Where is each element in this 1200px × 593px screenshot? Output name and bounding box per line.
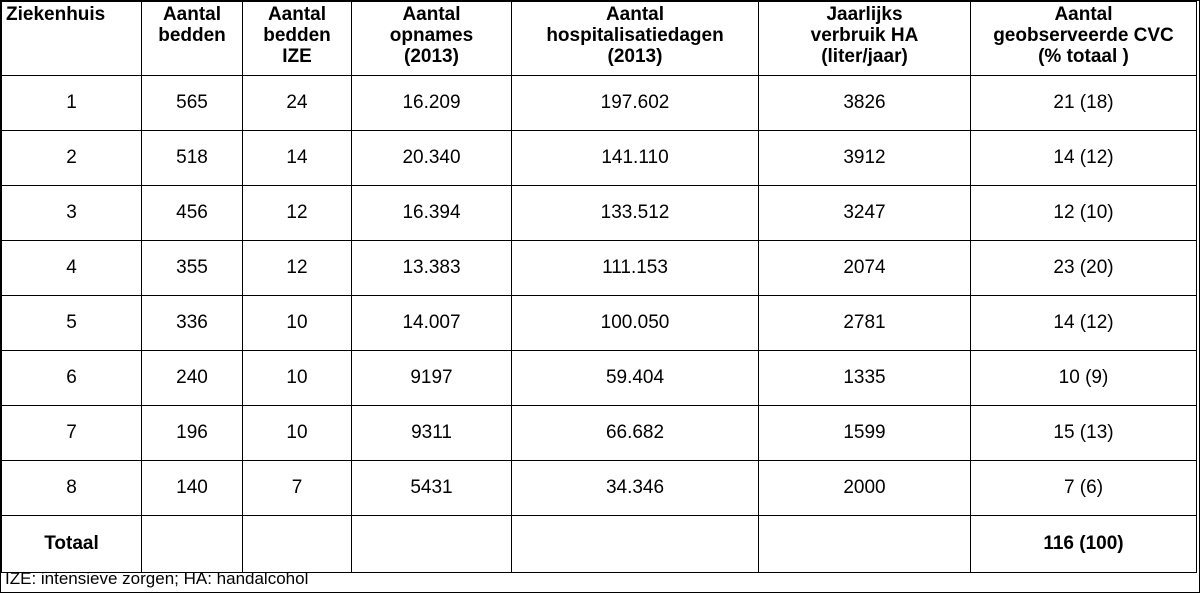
header-verbruik-ha (759, 2, 971, 76)
cell-ziekenhuis: 4 (2, 241, 142, 296)
header-line: bedden (158, 25, 226, 46)
cell-ziekenhuis: 2 (2, 131, 142, 186)
header-aantal-bedden (142, 2, 243, 76)
header-line: bedden (263, 25, 331, 46)
cell-hospitalisatiedagen: 197.602 (512, 76, 759, 131)
cell-bedden: 518 (142, 131, 243, 186)
header-line: Aantal (267, 4, 327, 25)
header-line: (2013) (404, 46, 459, 67)
table-row (2, 351, 1197, 406)
table-row (2, 186, 1197, 241)
cell-bedden-ize: 24 (243, 76, 352, 131)
header-aantal-bedden-ize (243, 2, 352, 76)
total-label: Totaal (2, 516, 142, 573)
cell-ziekenhuis: 8 (2, 461, 142, 516)
cell-ziekenhuis: 6 (2, 351, 142, 406)
header-line: opnames (389, 25, 474, 46)
cell-cvc: 21 (18) (971, 76, 1197, 131)
header-line: hospitalisatiedagen (546, 25, 724, 46)
footnote: IZE: intensieve zorgen; HA: handalcohol (5, 569, 309, 588)
total-cvc: 116 (100) (971, 516, 1197, 573)
header-line: (liter/jaar) (821, 46, 908, 67)
header-line: Aantal (402, 4, 461, 25)
cell-opnames: 16.209 (352, 76, 512, 131)
total-row (2, 516, 1197, 573)
cell-cvc: 14 (12) (971, 131, 1197, 186)
total-cell (512, 516, 759, 573)
header-line: Aantal (605, 4, 665, 25)
cell-ziekenhuis: 1 (2, 76, 142, 131)
cell-opnames: 5431 (352, 461, 512, 516)
header-line: Ziekenhuis (6, 4, 106, 25)
cell-bedden-ize: 10 (243, 406, 352, 461)
cell-bedden-ize: 12 (243, 241, 352, 296)
cell-bedden-ize: 12 (243, 186, 352, 241)
cell-verbruik-ha: 3247 (759, 186, 971, 241)
cell-verbruik-ha: 3912 (759, 131, 971, 186)
header-line: Aantal (162, 4, 222, 25)
cell-opnames: 9311 (352, 406, 512, 461)
cell-verbruik-ha: 3826 (759, 76, 971, 131)
header-row (2, 2, 1197, 76)
cell-cvc: 12 (10) (971, 186, 1197, 241)
cell-opnames: 13.383 (352, 241, 512, 296)
cell-bedden-ize: 10 (243, 351, 352, 406)
cell-ziekenhuis: 3 (2, 186, 142, 241)
table-row (2, 296, 1197, 351)
cell-cvc: 10 (9) (971, 351, 1197, 406)
hospital-table (1, 1, 1197, 573)
cell-verbruik-ha: 2781 (759, 296, 971, 351)
cell-opnames: 14.007 (352, 296, 512, 351)
cell-bedden: 456 (142, 186, 243, 241)
cell-opnames: 9197 (352, 351, 512, 406)
cell-hospitalisatiedagen: 133.512 (512, 186, 759, 241)
cell-bedden: 240 (142, 351, 243, 406)
cell-cvc: 15 (13) (971, 406, 1197, 461)
cell-verbruik-ha: 2000 (759, 461, 971, 516)
cell-verbruik-ha: 1599 (759, 406, 971, 461)
header-geobserveerde-cvc (971, 2, 1197, 76)
cell-cvc: 7 (6) (971, 461, 1197, 516)
table-row (2, 461, 1197, 516)
cell-hospitalisatiedagen: 34.346 (512, 461, 759, 516)
cell-bedden-ize: 14 (243, 131, 352, 186)
header-aantal-opnames (352, 2, 512, 76)
cell-hospitalisatiedagen: 141.110 (512, 131, 759, 186)
header-hospitalisatiedagen (512, 2, 759, 76)
cell-cvc: 14 (12) (971, 296, 1197, 351)
cell-ziekenhuis: 7 (2, 406, 142, 461)
cell-hospitalisatiedagen: 111.153 (512, 241, 759, 296)
header-ziekenhuis (2, 2, 142, 76)
cell-verbruik-ha: 1335 (759, 351, 971, 406)
total-cell (142, 516, 243, 573)
header-line: verbruik HA (810, 25, 919, 46)
cell-opnames: 16.394 (352, 186, 512, 241)
cell-verbruik-ha: 2074 (759, 241, 971, 296)
cell-bedden-ize: 10 (243, 296, 352, 351)
cell-bedden: 336 (142, 296, 243, 351)
header-line: IZE (282, 46, 312, 67)
table-row (2, 76, 1197, 131)
cell-ziekenhuis: 5 (2, 296, 142, 351)
total-cell (759, 516, 971, 573)
header-line: (% totaal ) (1038, 46, 1129, 67)
table-row (2, 241, 1197, 296)
total-cell (352, 516, 512, 573)
cell-bedden: 140 (142, 461, 243, 516)
cell-bedden: 196 (142, 406, 243, 461)
header-line: Jaarlijks (826, 4, 903, 25)
header-line: geobserveerde CVC (993, 25, 1174, 46)
table-row (2, 406, 1197, 461)
cell-hospitalisatiedagen: 100.050 (512, 296, 759, 351)
header-line: Aantal (1054, 4, 1113, 25)
total-cell (243, 516, 352, 573)
cell-hospitalisatiedagen: 66.682 (512, 406, 759, 461)
cell-hospitalisatiedagen: 59.404 (512, 351, 759, 406)
cell-cvc: 23 (20) (971, 241, 1197, 296)
header-line: (2013) (607, 46, 663, 67)
cell-bedden: 565 (142, 76, 243, 131)
table-row (2, 131, 1197, 186)
cell-bedden-ize: 7 (243, 461, 352, 516)
cell-bedden: 355 (142, 241, 243, 296)
cell-opnames: 20.340 (352, 131, 512, 186)
